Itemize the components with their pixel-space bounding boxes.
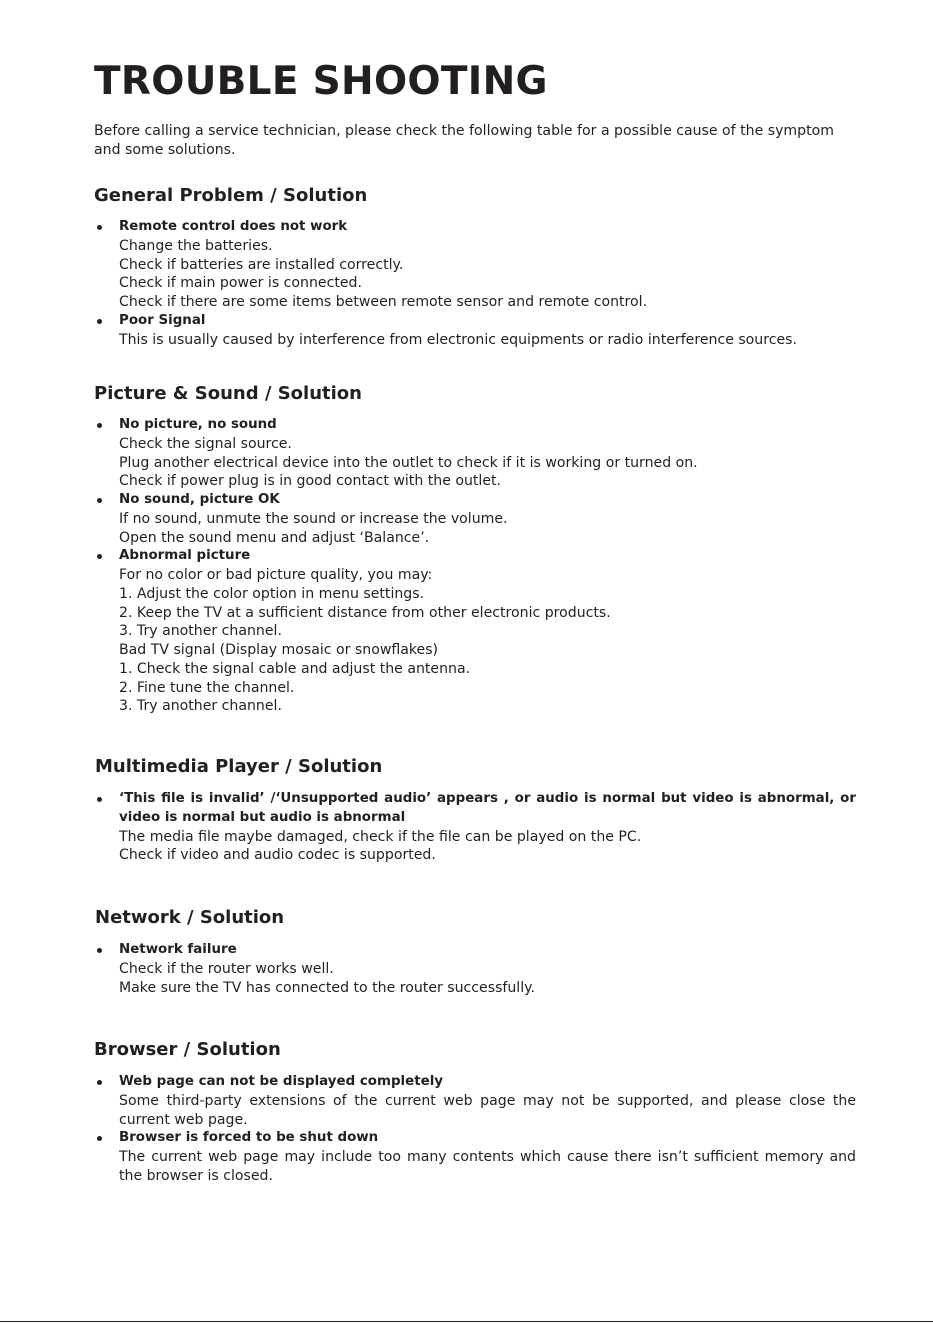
bullet-icon — [97, 1080, 102, 1085]
item-line: Plug another electrical device into the outlet to check if it is working or turned on. — [119, 454, 698, 471]
bullet-icon — [97, 554, 102, 559]
item-line: For no color or bad picture quality, you may: — [119, 567, 433, 583]
section-picture-sound — [94, 416, 856, 716]
section-heading-general: General Problem / Solution — [94, 185, 368, 206]
section-heading-network: Network / Solution — [95, 907, 285, 928]
bullet-icon — [97, 948, 102, 953]
item-line: Some third-party extensions of the current web page may not be supported, and please close the current web page. — [119, 1092, 856, 1128]
list-item — [94, 1129, 856, 1185]
section-browser — [94, 1073, 856, 1186]
list-item — [94, 218, 856, 312]
bullet-icon — [97, 498, 102, 503]
bullet-icon — [97, 319, 102, 324]
list-item — [94, 491, 856, 547]
list-item — [94, 312, 856, 350]
intro-paragraph: Before calling a service technician, please check the following table for a possible cause of the symptom and some solutions. — [94, 123, 834, 158]
item-line: Bad TV signal (Display mosaic or snowflakes) — [119, 642, 439, 658]
item-line: Check if batteries are installed correctly. — [119, 256, 404, 273]
item-title: Network failure — [119, 942, 237, 957]
list-item — [94, 547, 856, 716]
item-title: No sound, picture OK — [119, 492, 280, 507]
bullet-icon — [97, 225, 102, 230]
list-item — [94, 790, 856, 865]
item-line: 1. Check the signal cable and adjust the antenna. — [119, 660, 471, 677]
item-line: 3. Try another channel. — [119, 698, 282, 715]
item-line: 3. Try another channel. — [119, 623, 282, 640]
item-title: Web page can not be displayed completely — [119, 1074, 444, 1089]
section-heading-multimedia: Multimedia Player / Solution — [95, 756, 383, 777]
item-line: Change the batteries. — [119, 237, 273, 254]
bottom-divider — [0, 1321, 933, 1322]
item-line: 2. Fine tune the channel. — [119, 679, 295, 696]
item-title: Remote control does not work — [119, 219, 348, 234]
bullet-icon — [97, 797, 102, 802]
item-line: Check the signal source. — [119, 435, 292, 452]
item-line: 1. Adjust the color option in menu settings. — [119, 585, 425, 602]
section-network — [94, 941, 856, 997]
item-title: ‘This file is invalid’ /‘Unsupported audio’ appears , or audio is normal but video is abnormal, or video is normal but audio is abnormal — [119, 791, 856, 825]
item-line: Check if there are some items between remote sensor and remote control. — [119, 294, 648, 310]
list-item — [94, 416, 856, 491]
page-title: TROUBLE SHOOTING — [94, 59, 548, 104]
section-heading-browser: Browser / Solution — [94, 1039, 281, 1060]
item-line: Check if video and audio codec is supported. — [119, 847, 436, 864]
item-line: Check if the router works well. — [119, 960, 334, 977]
list-item — [94, 1073, 856, 1129]
item-line: Check if main power is connected. — [119, 275, 362, 292]
bullet-icon — [97, 423, 102, 428]
item-line: The current web page may include too many contents which cause there isn’t sufficient memory and the browser is closed. — [119, 1149, 856, 1184]
item-line: 2. Keep the TV at a sufficient distance from other electronic products. — [119, 604, 611, 621]
list-item — [94, 941, 856, 997]
section-multimedia — [94, 790, 856, 865]
item-line: Open the sound menu and adjust ‘Balance’. — [119, 529, 430, 546]
item-title: Poor Signal — [119, 312, 206, 328]
item-title: Browser is forced to be shut down — [119, 1130, 379, 1146]
section-heading-picture-sound: Picture & Sound / Solution — [94, 383, 362, 404]
item-line: If no sound, unmute the sound or increase the volume. — [119, 510, 508, 527]
section-general — [94, 218, 856, 349]
bullet-icon — [97, 1136, 102, 1141]
item-line: This is usually caused by interference from electronic equipments or radio interference sources. — [119, 331, 797, 348]
item-title: Abnormal picture — [119, 548, 251, 564]
item-title: No picture, no sound — [119, 417, 277, 432]
item-line: Make sure the TV has connected to the router successfully. — [119, 979, 535, 996]
item-line: Check if power plug is in good contact with the outlet. — [119, 473, 502, 490]
item-line: The media file maybe damaged, check if the file can be played on the PC. — [119, 828, 642, 845]
